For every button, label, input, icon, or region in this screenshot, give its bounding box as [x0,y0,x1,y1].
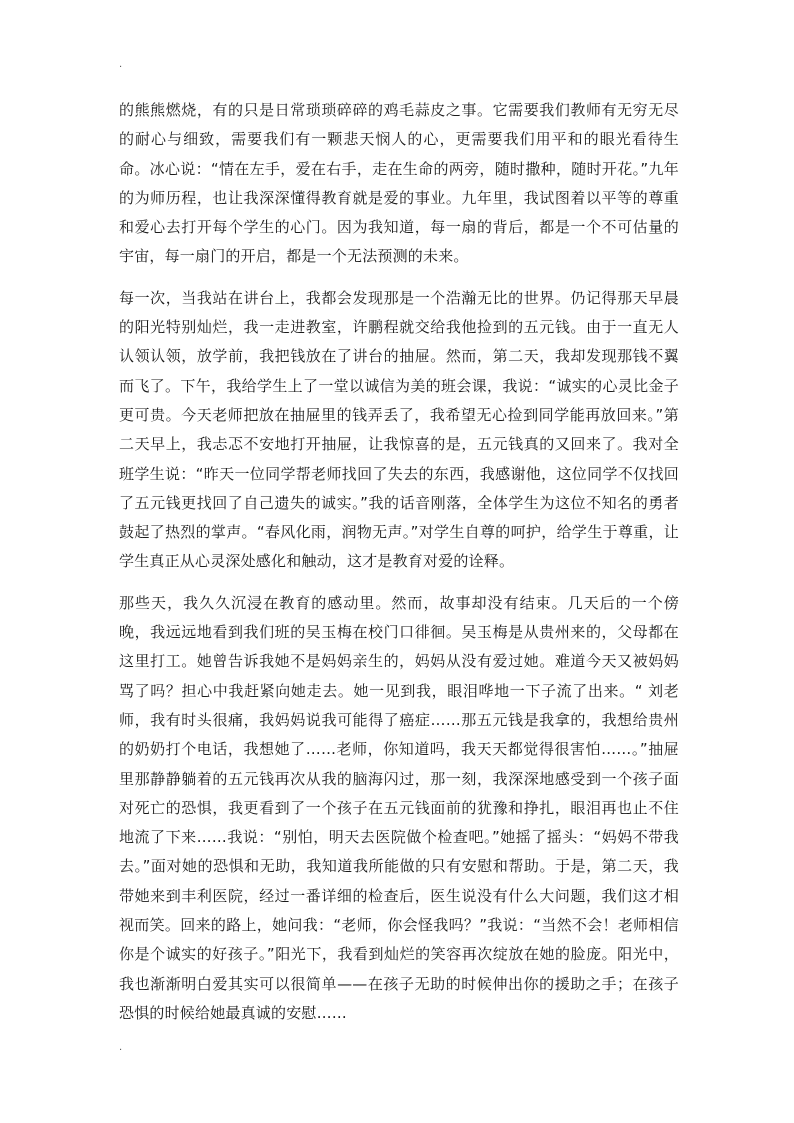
essay-body [119,96,679,1028]
paragraph-1: 的熊熊燃烧，有的只是日常琐琐碎碎的鸡毛蒜皮之事。它需要我们教师有无穷无尽的耐心与细致，需要我们有一颗悲天悯人的心，更需要我们用平和的眼光看待生命。冰心说：“情在左手，爱在右手，走在生命的两旁，随时撒种，随时开花。”九年的为师历程，也让我深深懂得教育就是爱的事业。九年里，我试图着以平等的尊重和爱心去打开每个学生的心门。因为我知道，每一扇的背后，都是一个不可估量的宇宙，每一扇门的开启，都是一个无法预测的未来。 [119,101,679,266]
paragraph-3: 那些天，我久久沉浸在教育的感动里。然而，故事却没有结束。几天后的一个傍晚，我远远地看到我们班的吴玉梅在校门口徘徊。吴玉梅是从贵州来的，父母都在这里打工。她曾告诉我她不是妈妈亲生的，妈妈从没有爱过她。难道今天又被妈妈骂了吗？担心中我赶紧向她走去。她一见到我，眼泪哗地一下子流了出来。“ 刘老师，我有时头很痛，我妈妈说我可能得了癌症……那五元钱是我拿的，我想给贵州的奶奶打个电话，我想她了……老师，你知道吗，我天天都觉得很害怕……。”抽屉里那静静躺着的五元钱再次从我的脑海闪过，那一刻，我深深地感受到一个孩子面对死亡的恐惧，我更看到了一个孩子在五元钱面前的犹豫和挣扎，眼泪再也止不住地流了下来……我说：“别怕，明天去医院做个检查吧。”她摇了摇头：“妈妈不带我去。”面对她的恐惧和无助，我知道我所能做的只有安慰和帮助。于是，第二天，我带她来到丰利医院，经过一番详细的检查后，医生说没有什么大问题，我们这才相视而笑。回来的路上，她问我：“老师，你会怪我吗？”我说：“当然不会！老师相信你是个诚实的好孩子。”阳光下，我看到灿烂的笑容再次绽放在她的脸庞。阳光中，我也渐渐明白爱其实可以很简单——在孩子无助的时候伸出你的援助之手；在孩子恐惧的时候给她最真诚的安慰…… [119,593,679,1022]
header-dot-mark: · [119,62,123,73]
footer-dot-mark: · [119,1045,123,1056]
paragraph-2: 每一次，当我站在讲台上，我都会发现那是一个浩瀚无比的世界。仍记得那天早晨的阳光特别灿烂，我一走进教室，许鹏程就交给我他捡到的五元钱。由于一直无人认领认领，放学前，我把钱放在了讲台的抽屉。然而，第二天，我却发现那钱不翼而飞了。下午，我给学生上了一堂以诚信为美的班会课，我说：“诚实的心灵比金子更可贵。今天老师把放在抽屉里的钱弄丢了，我希望无心捡到同学能再放回来。”第二天早上，我忐忑不安地打开抽屉，让我惊喜的是，五元钱真的又回来了。我对全班学生说：“昨天一位同学帮老师找回了失去的东西，我感谢他，这位同学不仅找回了五元钱更找回了自己遗失的诚实。”我的话音刚落，全体学生为这位不知名的勇者鼓起了热烈的掌声。“春风化雨，润物无声。”对学生自尊的呵护，给学生于尊重，让学生真正从心灵深处感化和触动，这才是教育对爱的诠释。 [119,288,679,571]
